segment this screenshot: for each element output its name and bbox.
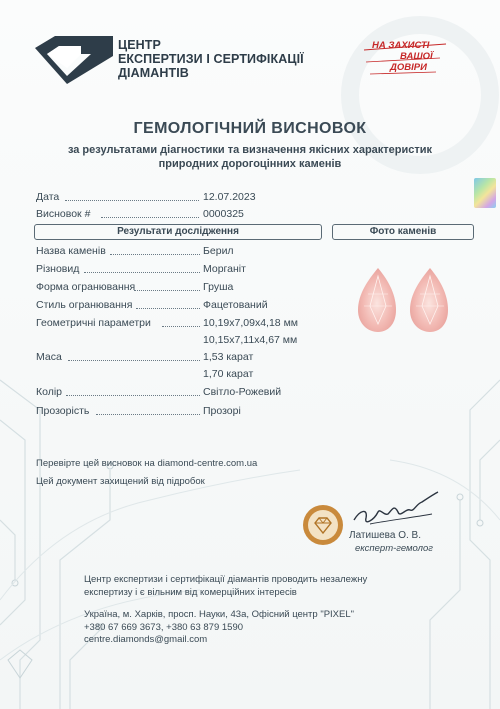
mass-label: Маса bbox=[36, 351, 62, 363]
shape-value: Груша bbox=[203, 281, 234, 293]
number-row bbox=[36, 208, 90, 220]
name-value: Берил bbox=[203, 245, 234, 257]
variety-row bbox=[36, 263, 79, 275]
protected-note: Цей документ захищений від підробок bbox=[36, 476, 205, 487]
diamond-logo-icon bbox=[33, 34, 115, 86]
date-value: 12.07.2023 bbox=[203, 191, 256, 203]
footer-email[interactable]: centre.diamonds@gmail.com bbox=[84, 634, 208, 645]
name-leader bbox=[110, 254, 200, 255]
style-leader bbox=[136, 308, 200, 309]
geometry-leader bbox=[162, 326, 200, 327]
mass-value-1: 1,53 карат bbox=[203, 351, 254, 363]
number-label: Висновок # bbox=[36, 208, 91, 220]
color-leader bbox=[66, 395, 200, 396]
signature bbox=[350, 490, 440, 530]
slogan-line2: ВАШОЇ bbox=[400, 51, 433, 62]
clarity-leader bbox=[96, 414, 200, 415]
shape-label: Форма огранювання bbox=[36, 281, 136, 293]
verify-note bbox=[36, 458, 257, 469]
footer-line1: Центр експертизи і сертифікації діамантів проводить незалежну bbox=[84, 574, 368, 585]
slogan-line1: НА ЗАХИСТІ bbox=[372, 40, 430, 51]
org-name-line3: ДІАМАНТІВ bbox=[118, 66, 189, 80]
number-leader bbox=[101, 217, 199, 218]
shape-row bbox=[36, 281, 135, 293]
variety-value: Морганіт bbox=[203, 263, 246, 275]
geometry-value-1: 10,19x7,09x4,18 мм bbox=[203, 317, 299, 329]
clarity-label: Прозорість bbox=[36, 405, 90, 417]
photo-section-header: Фото каменів bbox=[332, 224, 474, 240]
mass-value-2: 1,70 карат bbox=[203, 368, 254, 380]
organization-name bbox=[118, 38, 348, 80]
expert-seal-icon bbox=[302, 504, 344, 546]
color-value: Світло-Рожевий bbox=[203, 386, 282, 398]
mass-row bbox=[36, 351, 62, 363]
date-row bbox=[36, 191, 59, 203]
document-title: ГЕМОЛОГІЧНИЙ ВИСНОВОК bbox=[133, 120, 367, 137]
clarity-value: Прозорі bbox=[203, 405, 241, 417]
footer-address: Україна, м. Харків, просп. Науки, 43а, Офісний центр "PIXEL" bbox=[84, 609, 355, 620]
footer-line2: експертизу і є вільним від комерційних інтересів bbox=[84, 586, 297, 598]
name-label: Назва каменів bbox=[36, 245, 106, 257]
variety-leader bbox=[84, 272, 200, 273]
slogan bbox=[360, 40, 450, 76]
org-name-line2: ЕКСПЕРТИЗИ І СЕРТИФІКАЦІЇ bbox=[118, 52, 304, 66]
org-name-line1: ЦЕНТР bbox=[118, 38, 161, 52]
subtitle-line1: за результатами діагностики та визначення якісних характеристик bbox=[67, 144, 433, 156]
geometry-label: Геометричні параметри bbox=[36, 317, 151, 329]
date-label: Дата bbox=[36, 191, 60, 203]
document-subtitle bbox=[20, 143, 480, 171]
color-label: Колір bbox=[36, 386, 63, 398]
mass-leader bbox=[68, 360, 200, 361]
results-section-header: Результати дослідження bbox=[34, 224, 322, 240]
gem-photo bbox=[350, 266, 460, 336]
expert-role: експерт-гемолог bbox=[355, 543, 433, 554]
geometry-row bbox=[36, 317, 151, 329]
style-row bbox=[36, 299, 132, 311]
variety-label: Різновид bbox=[36, 263, 80, 275]
style-value: Фацетований bbox=[203, 299, 268, 311]
footer-phones: +380 67 669 3673, +380 63 879 1590 bbox=[84, 621, 244, 633]
footer-statement bbox=[84, 574, 367, 599]
number-value: 0000325 bbox=[203, 208, 244, 220]
color-row bbox=[36, 386, 62, 398]
subtitle-line2: природних дорогоцінних каменів bbox=[158, 158, 342, 170]
verify-link[interactable]: diamond-centre.com.ua bbox=[157, 458, 258, 469]
hologram-sticker bbox=[474, 178, 496, 208]
geometry-value-2: 10,15x7,11x4,67 мм bbox=[203, 334, 298, 346]
verify-text: Перевірте цей висновок на bbox=[36, 458, 155, 469]
name-row bbox=[36, 245, 106, 257]
slogan-line3: ДОВІРИ bbox=[390, 62, 427, 73]
footer-contacts bbox=[84, 609, 354, 647]
style-label: Стиль огранювання bbox=[36, 299, 133, 311]
shape-leader bbox=[134, 290, 200, 291]
expert-name: Латишева О. В. bbox=[349, 530, 421, 541]
date-leader bbox=[65, 200, 199, 201]
clarity-row bbox=[36, 405, 89, 417]
